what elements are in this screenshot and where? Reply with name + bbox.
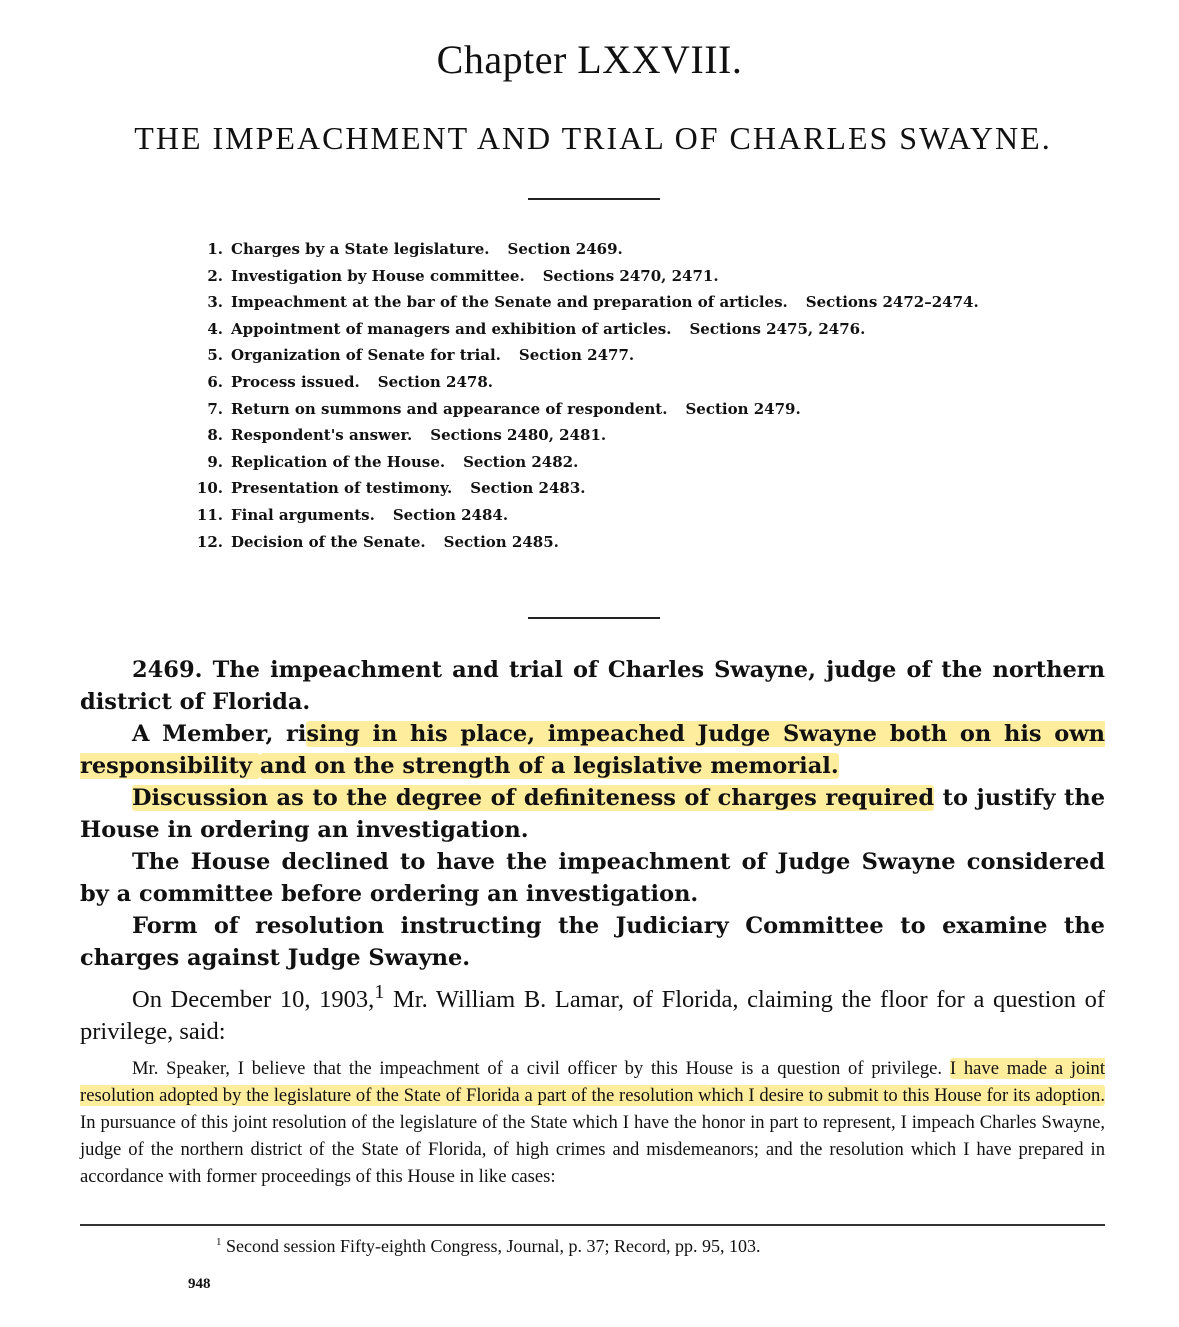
divider-rule-top (528, 198, 660, 200)
toc-section: Sections 2480, 2481. (430, 426, 607, 445)
toc-number: 11. (196, 505, 223, 524)
toc-number: 4. (207, 319, 223, 338)
toc-text: Impeachment at the bar of the Senate and preparation of articles. (231, 293, 788, 312)
toc-section: Sections 2475, 2476. (689, 319, 866, 338)
toc-number: 6. (207, 372, 223, 391)
table-of-contents (185, 236, 1025, 555)
toc-text: Final arguments. (231, 505, 375, 524)
toc-text: Process issued. (231, 372, 360, 391)
headnote-discussion: Discussion as to the degree of definiteness of charges required to justify the House in ordering an investigation. (80, 785, 1106, 843)
toc-text: Decision of the Senate. (231, 532, 426, 551)
page-number: 948 (188, 1276, 211, 1292)
footnote: $^1$ Second session Fifty-eighth Congress, Journal, p. 37; Record, pp. 95, 103. (216, 1236, 761, 1256)
toc-text: Charges by a State legislature. (231, 240, 490, 258)
headnote-impeachment: A Member, rising in his place, impeached Judge Swayne both on his own responsibility and on the strength of a legislative memorial. (80, 721, 1106, 779)
toc-number: 3. (207, 293, 223, 312)
toc-section: Section 2485. (443, 532, 559, 551)
toc-text: Organization of Senate for trial. (231, 346, 501, 365)
highlight: sing in his place, impeached Judge Swayne both on his own responsibility (80, 721, 1106, 779)
toc-section: Sections 2470, 2471. (542, 266, 719, 285)
toc-item (185, 316, 1025, 343)
toc-section: Section 2469. (507, 240, 623, 258)
toc-item (185, 396, 1025, 423)
headnote-title: 2469. The impeachment and trial of Charles Swayne, judge of the northern district of Florida. (80, 657, 1105, 715)
toc-number: 5. (207, 346, 223, 365)
headnote-resolution: Form of resolution instructing the Judiciary Committee to examine the charges against Judge Swayne. (80, 913, 1105, 971)
toc-section: Section 2483. (470, 479, 586, 498)
toc-section: Section 2482. (463, 452, 579, 471)
toc-item (185, 289, 1025, 316)
toc-item (185, 342, 1025, 369)
toc-item (185, 369, 1025, 396)
toc-section: Section 2477. (518, 346, 635, 365)
headnote-declined: The House declined to have the impeachment of Judge Swayne considered by a committee before ordering an investigation. (80, 849, 1105, 907)
toc-number: 7. (207, 399, 223, 418)
toc-text: Investigation by House committee. (231, 266, 525, 285)
toc-section: Section 2479. (685, 399, 801, 418)
toc-item (185, 475, 1025, 502)
footnote-mark: 1 (216, 1236, 222, 1248)
chapter-subtitle: THE IMPEACHMENT AND TRIAL OF CHARLES SWAYNE. (134, 120, 1052, 156)
toc-number: 1. (207, 240, 223, 258)
lead-paragraph: On December 10, 1903,$^1$ Mr. William B. Lamar, of Florida, claiming the floor for a question of privilege, said: (80, 981, 1105, 1046)
toc-number: 12. (196, 532, 223, 551)
quoted-speech: Mr. Speaker, I believe that the impeachment of a civil officer by this House is a question of privilege. I have made a joint resolution adopted by the legislature of the State of Florida a part of the resolution which I desire to submit to this House for its adoption. In pursuance of this joint resolution of the legislature of the State which I have the honor in part to represent, I impeach Charles Swayne, judge of the northern district of the State of Florida, of high crimes and misdemeanors; and the resolution which I have prepared in accordance with former proceedings of this House in like cases: (80, 1058, 1105, 1187)
toc-item (185, 529, 1025, 556)
toc-section: Section 2478. (377, 372, 493, 391)
toc-number: 2. (207, 266, 223, 285)
divider-rule-bottom (528, 617, 660, 619)
toc-text: Appointment of managers and exhibition of articles. (231, 319, 672, 338)
toc-text: Replication of the House. (231, 452, 446, 471)
toc-number: 8. (207, 426, 223, 445)
toc-item (185, 236, 1025, 263)
toc-text: Respondent's answer. (231, 426, 413, 445)
toc-number: 10. (196, 479, 223, 498)
footnote-reference: 1 (374, 981, 385, 1003)
section-headnotes (80, 654, 1105, 974)
toc-text: Return on summons and appearance of respondent. (231, 399, 668, 418)
toc-item (185, 263, 1025, 290)
toc-number: 9. (207, 452, 223, 471)
highlight: Discussion as to the degree of definiteness of charges required (132, 785, 935, 811)
toc-text: Presentation of testimony. (231, 479, 453, 498)
toc-item (185, 422, 1025, 449)
toc-item (185, 449, 1025, 476)
highlight: I have made a joint resolution adopted by the legislature of the State of Florida a part of the resolution which I desire to submit to this House for its adoption. (80, 1058, 1105, 1106)
toc-section: Sections 2472–2474. (805, 293, 979, 312)
footnote-rule (80, 1224, 1105, 1226)
toc-section: Section 2484. (392, 505, 509, 524)
toc-item (185, 502, 1025, 529)
chapter-title: Chapter LXXVIII. (436, 37, 743, 82)
highlight: and on the strength of a legislative memorial. (259, 753, 839, 779)
